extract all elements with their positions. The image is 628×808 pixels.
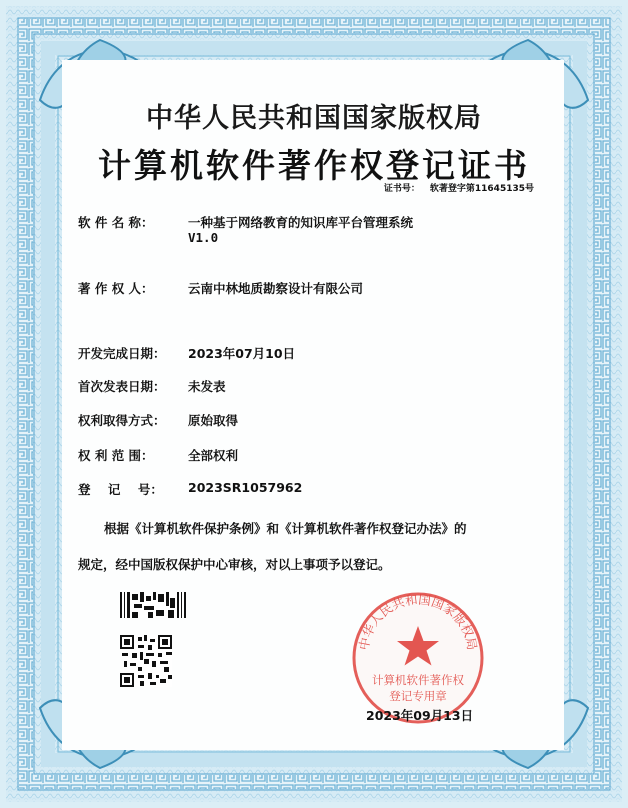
field-value: 一种基于网络教育的知识库平台管理系统 — [188, 215, 414, 230]
certificate-number — [374, 181, 534, 194]
field-value: 全部权利 — [188, 448, 239, 463]
field-software-name — [78, 213, 414, 245]
field-label: 登 记 号： — [78, 482, 163, 497]
seal-outer-text: 中华人民共和国国家版权局 — [355, 591, 481, 652]
field-copyright-owner — [78, 279, 364, 297]
seal-inner-line-2: 登记专用章 — [389, 689, 447, 703]
field-value: 原始取得 — [188, 413, 239, 428]
field-label: 软 件 名 称： — [78, 215, 154, 230]
field-registration-number — [78, 480, 303, 498]
cert-no-label: 证书号： — [383, 184, 420, 194]
field-acquisition-method — [78, 411, 239, 429]
issue-date: 2023年09月13日 — [366, 708, 474, 723]
statement-line-1: 根据《计算机软件保护条例》和《计算机软件著作权登记办法》的 — [104, 521, 467, 536]
field-label: 开发完成日期： — [78, 346, 166, 361]
field-label: 权 利 范 围： — [78, 448, 154, 463]
field-first-publish-date — [78, 377, 226, 395]
certificate-title: 计算机软件著作权登记证书 — [98, 146, 530, 185]
field-value: 云南中林地质勘察设计有限公司 — [188, 281, 364, 296]
field-label: 权利取得方式： — [78, 413, 166, 428]
barcode-icon — [120, 592, 186, 618]
field-completion-date — [78, 344, 296, 362]
issuer-title: 中华人民共和国国家版权局 — [146, 103, 482, 134]
field-value: 2023SR1057962 — [188, 480, 303, 495]
qr-code-icon — [120, 635, 172, 687]
seal-inner-line-1: 计算机软件著作权 — [372, 673, 464, 687]
field-value: 未发表 — [188, 379, 226, 394]
cert-no-value: 软著登字第11645135号 — [429, 184, 534, 194]
field-label: 著 作 权 人： — [78, 281, 154, 296]
field-rights-scope — [78, 446, 239, 464]
field-value-version: V1.0 — [188, 230, 219, 245]
field-value: 2023年07月10日 — [188, 346, 296, 361]
field-label: 首次发表日期： — [78, 379, 166, 394]
statement-line-2: 规定，经中国版权保护中心审核，对以上事项予以登记。 — [78, 557, 391, 572]
